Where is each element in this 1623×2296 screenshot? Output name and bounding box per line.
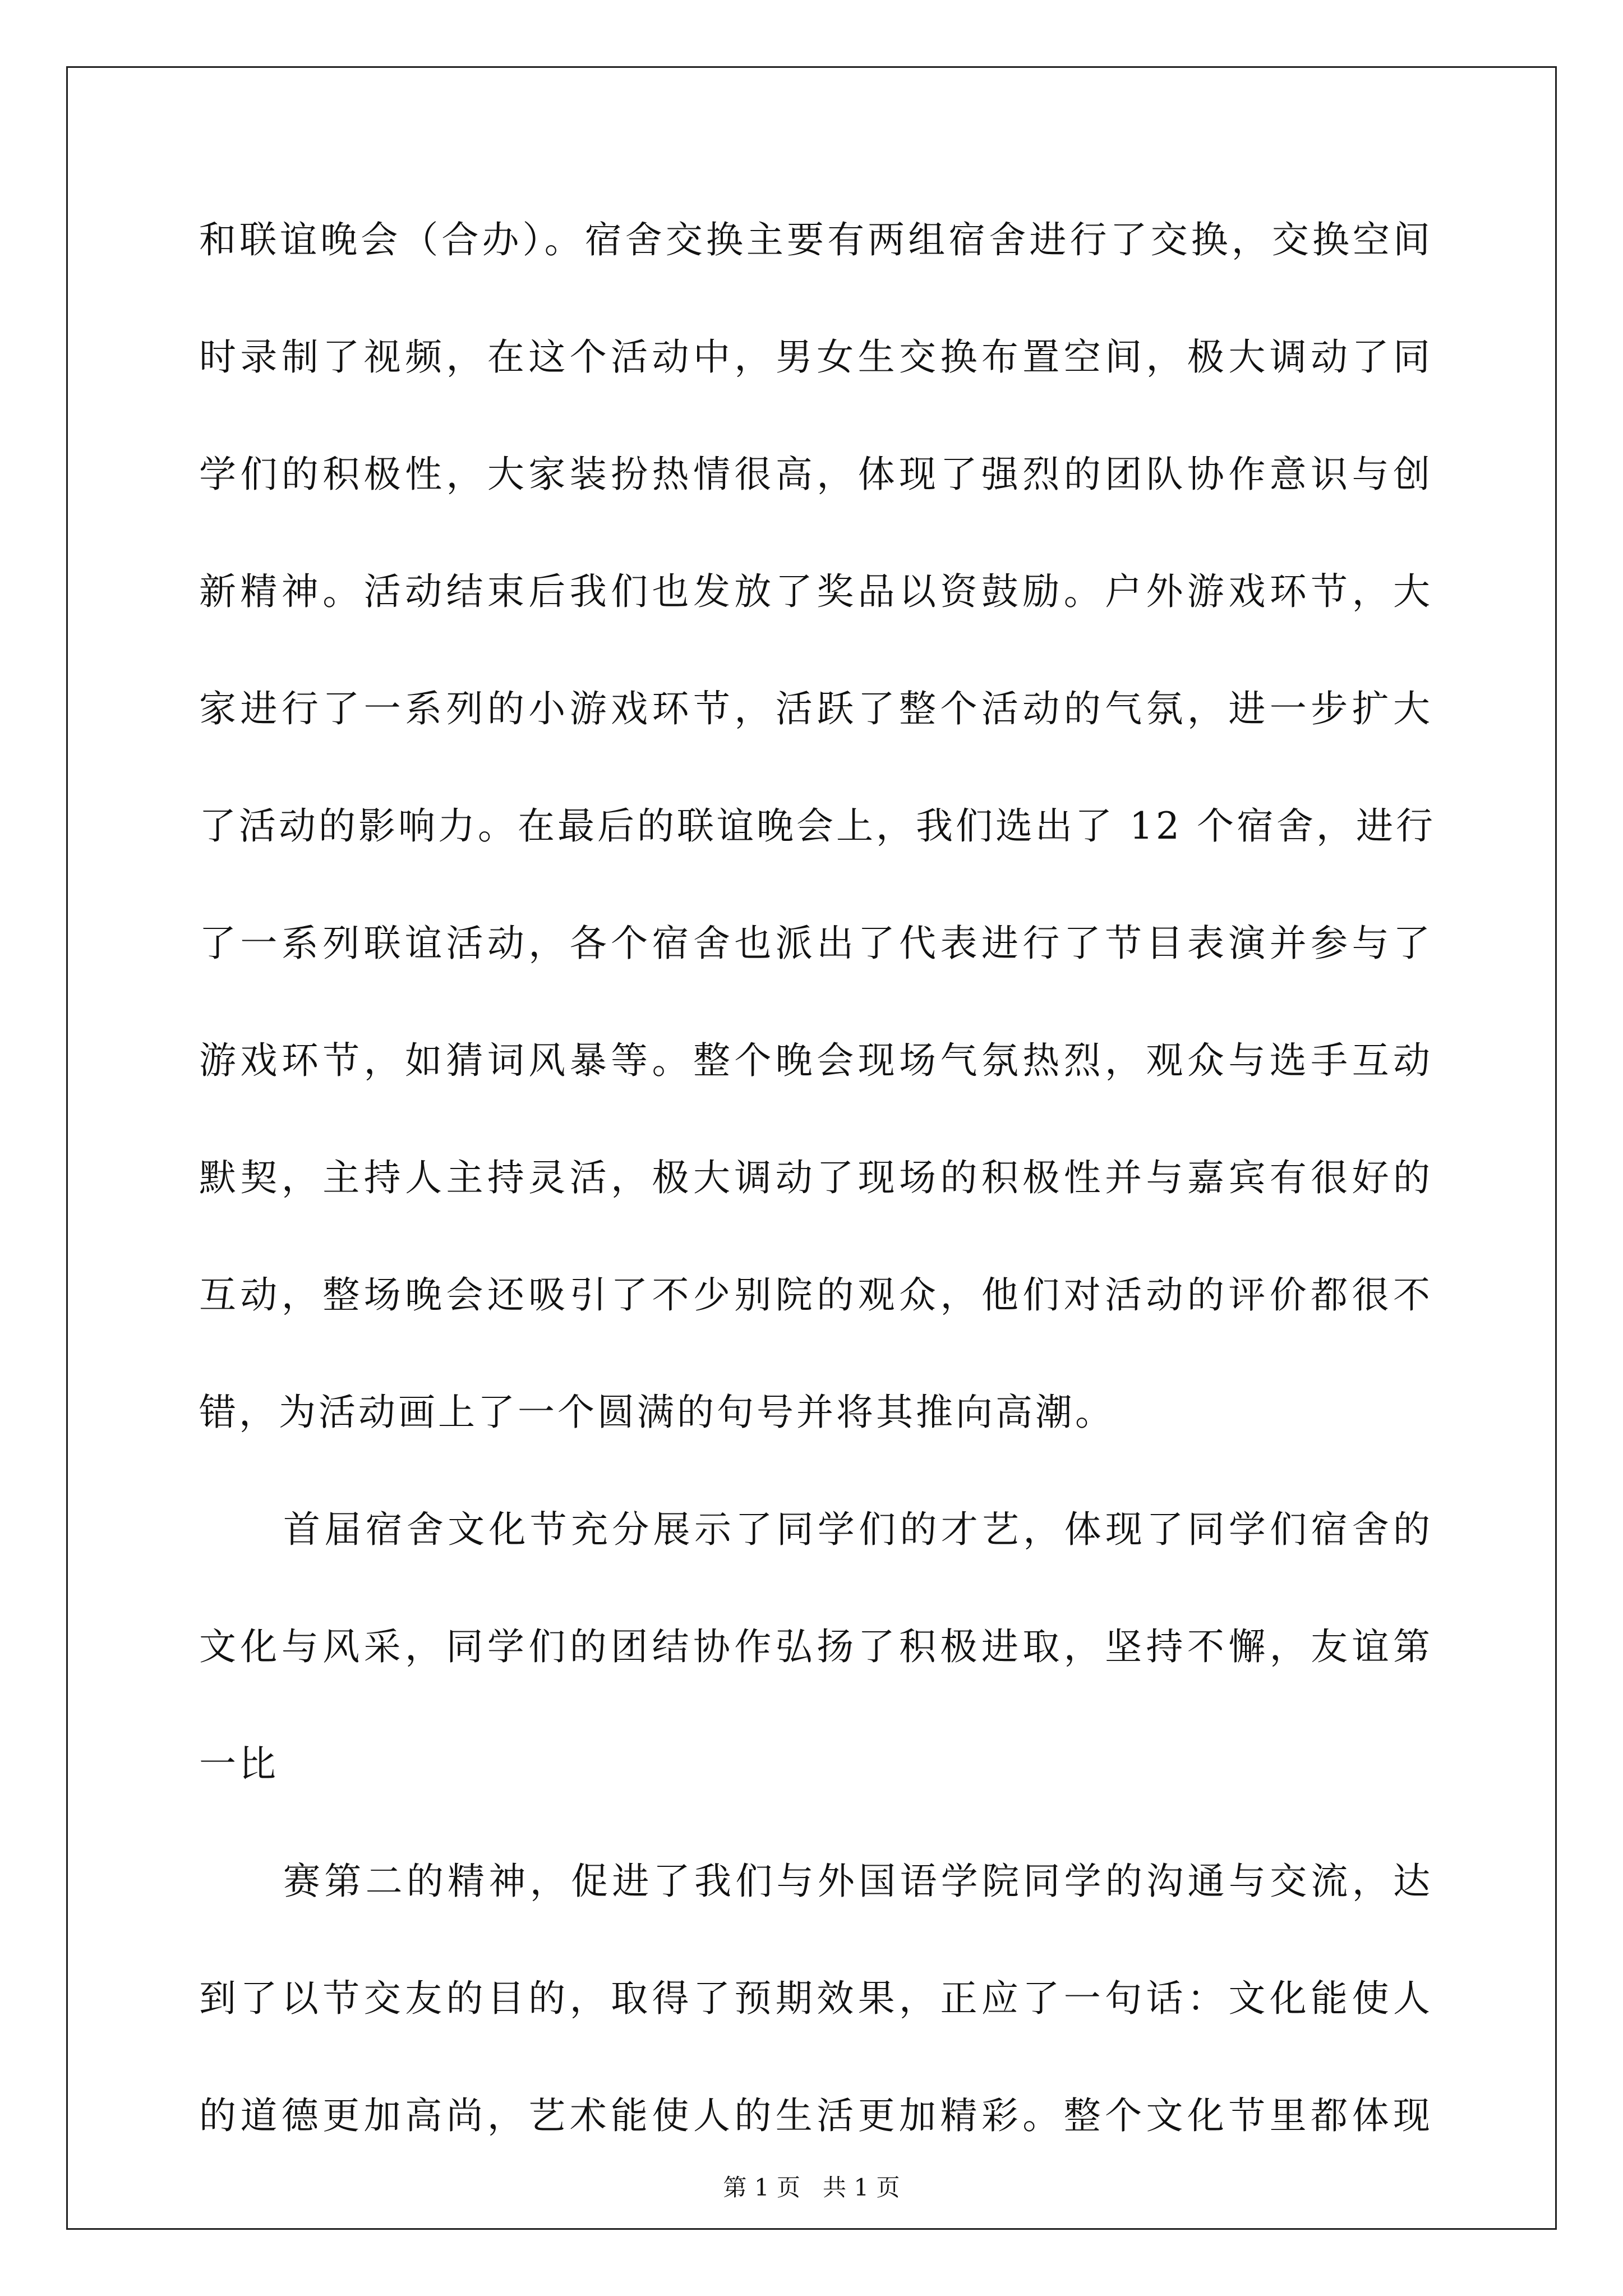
body-line-3: 学们的积极性，大家装扮热情很高，体现了强烈的团队协作意识与创 bbox=[199, 453, 1433, 496]
page-footer: 第 1 页 共 1 页 bbox=[723, 2174, 900, 2201]
body-line-13: 文化与风采，同学们的团结协作弘扬了积极进取，坚持不懈，友谊第 bbox=[199, 1625, 1433, 1668]
body-line-5: 家进行了一系列的小游戏环节，活跃了整个活动的气氛，进一步扩大 bbox=[199, 687, 1433, 730]
body-line-6: 了活动的影响力。在最后的联谊晚会上，我们选出了 12 个宿舍，进行 bbox=[199, 804, 1436, 848]
body-line-17: 的道德更加高尚，艺术能使人的生活更加精彩。整个文化节里都体现 bbox=[199, 2094, 1433, 2137]
body-line-11: 错，为活动画上了一个圆满的句号并将其推向高潮。 bbox=[199, 1391, 1115, 1434]
body-line-14: 一比 bbox=[199, 1742, 279, 1786]
body-line-1: 和联谊晚会（合办）。宿舍交换主要有两组宿舍进行了交换，交换空间 bbox=[199, 218, 1433, 261]
page-border bbox=[66, 66, 1557, 2230]
body-line-9: 默契，主持人主持灵活，极大调动了现场的积极性并与嘉宾有很好的 bbox=[199, 1156, 1433, 1199]
body-line-7: 了一系列联谊活动，各个宿舍也派出了代表进行了节目表演并参与了 bbox=[199, 922, 1433, 965]
body-line-10: 互动，整场晚会还吸引了不少别院的观众，他们对活动的评价都很不 bbox=[199, 1273, 1433, 1317]
body-line-2: 时录制了视频，在这个活动中，男女生交换布置空间，极大调动了同 bbox=[199, 335, 1433, 379]
body-line-4: 新精神。活动结束后我们也发放了奖品以资鼓励。户外游戏环节，大 bbox=[199, 570, 1433, 613]
body-line-15: 赛第二的精神，促进了我们与外国语学院同学的沟通与交流，达 bbox=[283, 1860, 1433, 1903]
body-line-12: 首届宿舍文化节充分展示了同学们的才艺，体现了同学们宿舍的 bbox=[283, 1508, 1433, 1551]
body-line-16: 到了以节交友的目的，取得了预期效果，正应了一句话：文化能使人 bbox=[199, 1977, 1433, 2020]
body-line-8: 游戏环节，如猜词风暴等。整个晚会现场气氛热烈，观众与选手互动 bbox=[199, 1039, 1433, 1082]
